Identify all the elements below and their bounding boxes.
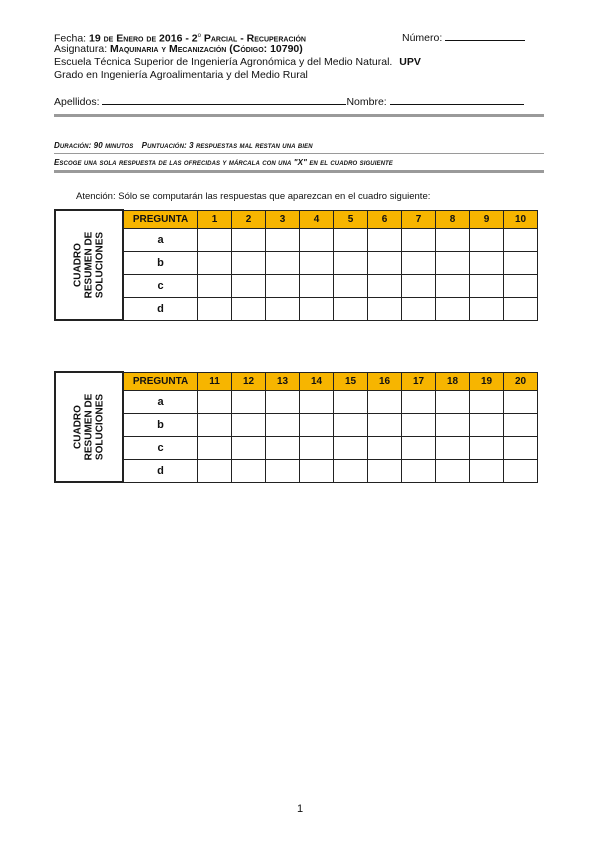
option-label: b xyxy=(123,413,198,436)
escoge-text: Escoge una sola respuesta de las ofrecidas y márcala con una "X" en el cuadro siguiente xyxy=(54,158,393,167)
answer-cell[interactable] xyxy=(368,251,402,274)
answer-cell[interactable] xyxy=(198,436,232,459)
escoge-line xyxy=(54,158,393,167)
atencion-note: Atención: Sólo se computarán las respuestas que aparezcan en el cuadro siguiente: xyxy=(76,191,431,202)
header-dash: - xyxy=(185,32,189,45)
side-label-text xyxy=(73,232,106,299)
side-label-text xyxy=(73,394,106,461)
answer-cell[interactable] xyxy=(300,413,334,436)
answer-cell[interactable] xyxy=(232,459,266,482)
table-row xyxy=(55,228,538,251)
table-row xyxy=(55,274,538,297)
answer-cell[interactable] xyxy=(368,436,402,459)
answer-cell[interactable] xyxy=(334,413,368,436)
answer-cell[interactable] xyxy=(334,297,368,320)
answer-cell[interactable] xyxy=(368,413,402,436)
option-label: a xyxy=(123,390,198,413)
answer-cell[interactable] xyxy=(368,274,402,297)
option-label: d xyxy=(123,297,198,320)
answer-cell[interactable] xyxy=(436,251,470,274)
table-row xyxy=(55,297,538,320)
answer-cell[interactable] xyxy=(334,459,368,482)
option-label: d xyxy=(123,459,198,482)
apellidos-blank[interactable] xyxy=(102,94,346,105)
duracion-text: Duración: 90 minutos xyxy=(54,141,134,150)
answer-cell[interactable] xyxy=(232,297,266,320)
side-label-line-1: CUADRO xyxy=(72,405,84,449)
duracion-line xyxy=(54,141,313,150)
question-header: 18 xyxy=(436,372,470,390)
question-header: 8 xyxy=(436,210,470,228)
fecha-value: 19 de Enero de 2016 xyxy=(89,32,183,45)
answer-cell[interactable] xyxy=(436,297,470,320)
table-row xyxy=(55,436,538,459)
answer-cell[interactable] xyxy=(470,413,504,436)
answer-cell[interactable] xyxy=(334,274,368,297)
answer-cell[interactable] xyxy=(402,251,436,274)
answer-cell[interactable] xyxy=(266,297,300,320)
option-label: a xyxy=(123,228,198,251)
answer-cell[interactable] xyxy=(232,251,266,274)
asignatura-line xyxy=(54,43,303,56)
answer-cell[interactable] xyxy=(232,413,266,436)
answer-cell[interactable] xyxy=(436,459,470,482)
answer-cell[interactable] xyxy=(470,251,504,274)
answer-cell[interactable] xyxy=(266,436,300,459)
answer-cell[interactable] xyxy=(436,413,470,436)
answer-cell[interactable] xyxy=(470,390,504,413)
answer-cell[interactable] xyxy=(436,228,470,251)
answer-cell[interactable] xyxy=(368,390,402,413)
question-header: 19 xyxy=(470,372,504,390)
answer-cell[interactable] xyxy=(402,413,436,436)
answer-cell[interactable] xyxy=(198,251,232,274)
answer-cell[interactable] xyxy=(334,228,368,251)
pregunta-header: PREGUNTA xyxy=(123,372,198,390)
answer-cell[interactable] xyxy=(504,390,538,413)
question-header: 17 xyxy=(402,372,436,390)
answer-cell[interactable] xyxy=(504,274,538,297)
table-row xyxy=(55,413,538,436)
header-divider xyxy=(54,114,544,117)
table-row xyxy=(55,459,538,482)
question-header: 3 xyxy=(266,210,300,228)
answer-cell[interactable] xyxy=(436,390,470,413)
apellidos-field xyxy=(54,94,524,109)
answer-cell[interactable] xyxy=(300,436,334,459)
answer-cell[interactable] xyxy=(300,459,334,482)
instructions-divider-1 xyxy=(54,153,544,154)
parcial-text: Parcial - Recuperación xyxy=(203,32,306,45)
asignatura-value: Maquinaria y Mecanización (Código: 10790) xyxy=(110,43,303,55)
answer-cell[interactable] xyxy=(402,228,436,251)
escuela-text: Escuela Técnica Superior de Ingeniería Agronómica y del Medio Natural. xyxy=(54,56,393,68)
answer-cell[interactable] xyxy=(300,274,334,297)
escuela-line xyxy=(54,56,421,69)
question-header: 15 xyxy=(334,372,368,390)
question-header: 11 xyxy=(198,372,232,390)
question-header: 7 xyxy=(402,210,436,228)
answer-cell[interactable] xyxy=(504,228,538,251)
asignatura-label: Asignatura: xyxy=(54,43,108,55)
answer-cell[interactable] xyxy=(470,297,504,320)
side-label-line-3: SOLUCIONES xyxy=(94,231,106,299)
grado-text: Grado en Ingeniería Agroalimentaria y del Medio Rural xyxy=(54,69,308,81)
numero-label: Número: xyxy=(402,32,443,44)
question-header: 13 xyxy=(266,372,300,390)
question-header: 1 xyxy=(198,210,232,228)
answer-cell[interactable] xyxy=(300,251,334,274)
numero-field xyxy=(402,30,525,45)
answer-cell[interactable] xyxy=(504,297,538,320)
table-row xyxy=(55,251,538,274)
upv-text: UPV xyxy=(399,56,421,68)
answer-cell[interactable] xyxy=(368,459,402,482)
question-header: 6 xyxy=(368,210,402,228)
answer-cell[interactable] xyxy=(266,228,300,251)
answer-cell[interactable] xyxy=(198,413,232,436)
side-label-line-2: RESUMEN DE xyxy=(83,393,95,461)
answer-cell[interactable] xyxy=(266,459,300,482)
table-side-label xyxy=(55,210,123,320)
answer-cell[interactable] xyxy=(436,274,470,297)
apellidos-label: Apellidos: xyxy=(54,96,100,108)
answer-cell[interactable] xyxy=(198,228,232,251)
answer-cell[interactable] xyxy=(470,274,504,297)
question-header: 9 xyxy=(470,210,504,228)
option-label: c xyxy=(123,274,198,297)
answer-cell[interactable] xyxy=(504,459,538,482)
question-header: 5 xyxy=(334,210,368,228)
answer-cell[interactable] xyxy=(300,228,334,251)
answer-cell[interactable] xyxy=(300,297,334,320)
answer-cell[interactable] xyxy=(402,436,436,459)
answer-cell[interactable] xyxy=(232,390,266,413)
page-number: 1 xyxy=(296,803,304,815)
puntuacion-text: Puntuación: 3 respuestas mal restan una bien xyxy=(141,141,313,150)
answer-cell[interactable] xyxy=(198,390,232,413)
answer-cell[interactable] xyxy=(504,251,538,274)
question-header: 10 xyxy=(504,210,538,228)
answer-cell[interactable] xyxy=(334,390,368,413)
solutions-table-1 xyxy=(54,209,538,321)
table-side-label xyxy=(55,372,123,482)
nombre-blank[interactable] xyxy=(390,94,524,105)
answer-cell[interactable] xyxy=(470,459,504,482)
answer-cell[interactable] xyxy=(266,251,300,274)
answer-cell[interactable] xyxy=(470,436,504,459)
question-header: 16 xyxy=(368,372,402,390)
question-header: 20 xyxy=(504,372,538,390)
nombre-label: Nombre: xyxy=(346,96,387,108)
answer-cell[interactable] xyxy=(266,413,300,436)
answer-cell[interactable] xyxy=(504,436,538,459)
answer-cell[interactable] xyxy=(334,436,368,459)
parcial-number: 2 xyxy=(191,32,198,45)
answer-cell[interactable] xyxy=(402,274,436,297)
answer-cell[interactable] xyxy=(504,413,538,436)
answer-cell[interactable] xyxy=(198,274,232,297)
side-label-line-2: RESUMEN DE xyxy=(83,231,95,299)
answer-cell[interactable] xyxy=(470,228,504,251)
answer-cell[interactable] xyxy=(368,297,402,320)
side-label-line-1: CUADRO xyxy=(72,243,84,287)
answer-cell[interactable] xyxy=(232,228,266,251)
answer-cell[interactable] xyxy=(402,390,436,413)
answer-cell[interactable] xyxy=(436,436,470,459)
answer-cell[interactable] xyxy=(334,251,368,274)
answer-cell[interactable] xyxy=(232,274,266,297)
fecha-label: Fecha: xyxy=(54,32,87,45)
question-header: 14 xyxy=(300,372,334,390)
answer-cell[interactable] xyxy=(402,459,436,482)
question-header: 12 xyxy=(232,372,266,390)
option-label: c xyxy=(123,436,198,459)
answer-cell[interactable] xyxy=(300,390,334,413)
question-header: 2 xyxy=(232,210,266,228)
numero-blank[interactable] xyxy=(445,30,525,41)
answer-cell[interactable] xyxy=(266,274,300,297)
solutions-table-2 xyxy=(54,371,538,483)
table-row xyxy=(55,390,538,413)
parcial-ordinal: o xyxy=(197,33,201,39)
option-label: b xyxy=(123,251,198,274)
pregunta-header: PREGUNTA xyxy=(123,210,198,228)
answer-cell[interactable] xyxy=(198,297,232,320)
answer-cell[interactable] xyxy=(266,390,300,413)
grado-line xyxy=(54,69,308,82)
answer-cell[interactable] xyxy=(232,436,266,459)
answer-cell[interactable] xyxy=(198,459,232,482)
answer-cell[interactable] xyxy=(368,228,402,251)
answer-cell[interactable] xyxy=(402,297,436,320)
side-label-line-3: SOLUCIONES xyxy=(94,393,106,461)
instructions-divider-2 xyxy=(54,170,544,173)
question-header: 4 xyxy=(300,210,334,228)
